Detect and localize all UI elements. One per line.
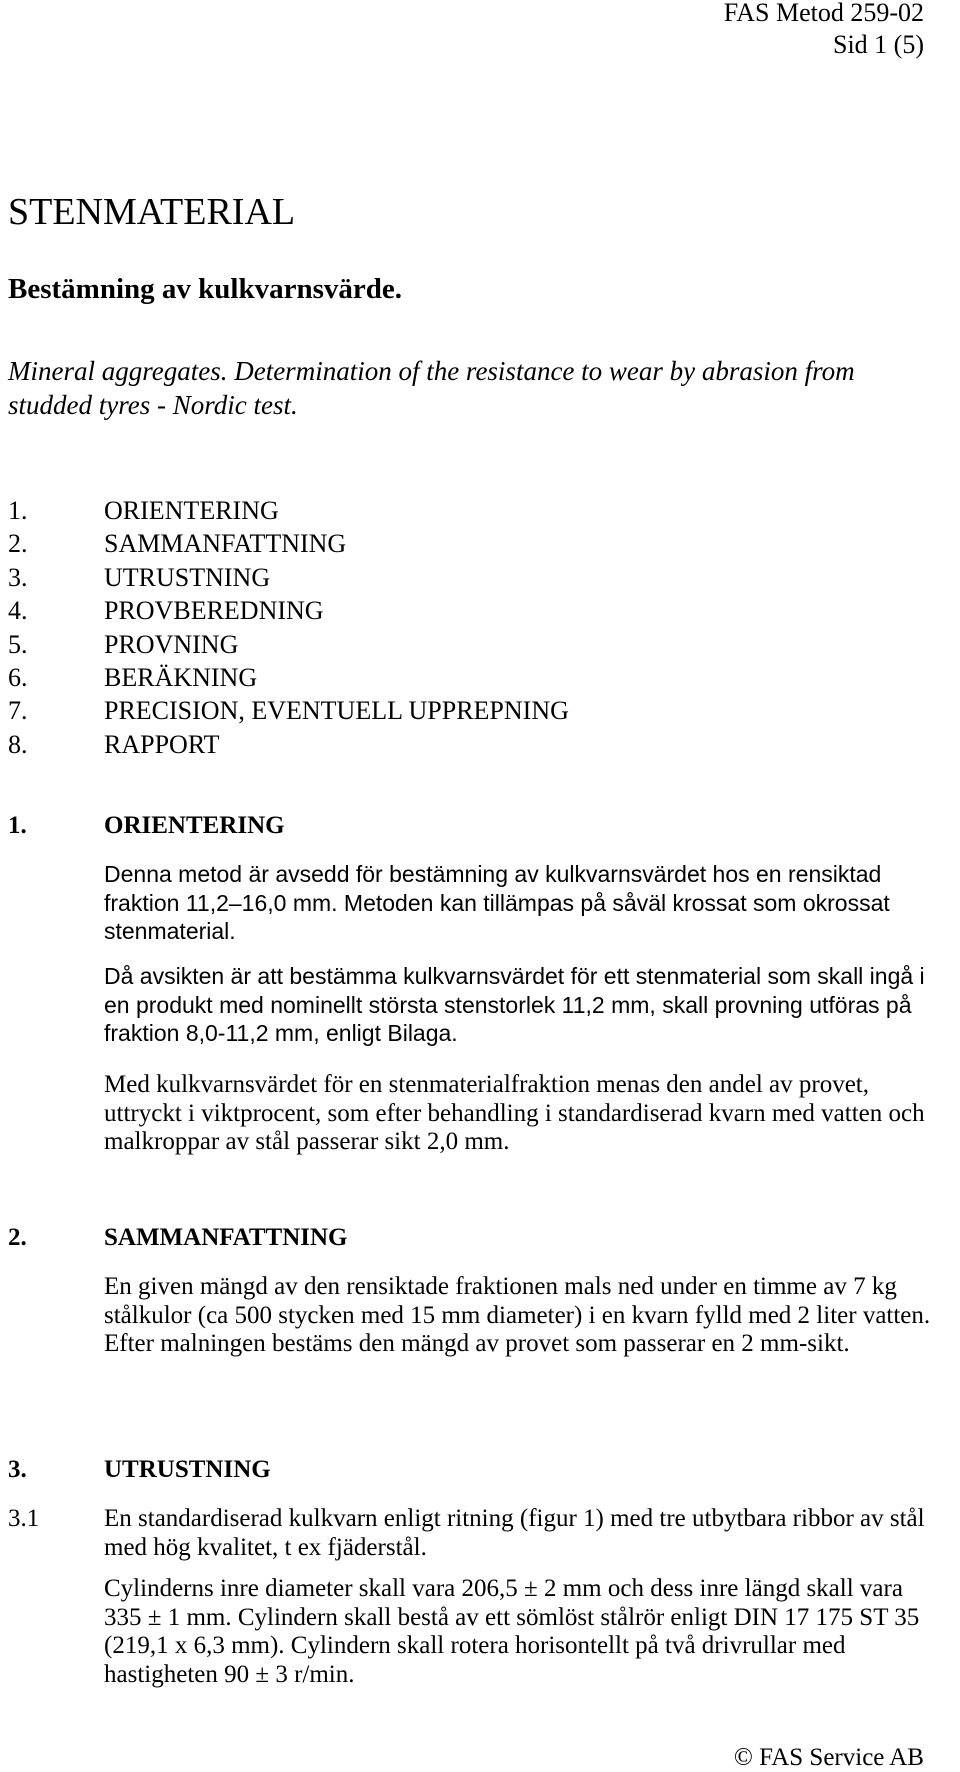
toc-item-number: 6.: [8, 662, 28, 692]
toc-item-number: 8.: [8, 729, 28, 759]
section-number: 1.: [8, 812, 27, 839]
toc-item: [8, 527, 569, 560]
toc-item: [8, 628, 569, 661]
section-heading-orientering: [8, 811, 285, 841]
section-number: 2.: [8, 1224, 27, 1251]
english-title: Mineral aggregates. Determination of the resistance to wear by abrasion from studded tyres - Nordic test.: [8, 356, 855, 420]
toc-item-number: 4.: [8, 596, 28, 626]
toc-item-number: 1.: [8, 496, 28, 525]
toc-item: [8, 594, 569, 627]
orientering-paragraph-1: Denna metod är avsedd för bestämning av kulkvarnsvärdet hos en rensiktad fraktion 11,2–16,0 mm. Metoden kan tillämpas på såväl krossat som okrossat stenmaterial.: [104, 861, 890, 945]
sammanfattning-paragraph: En given mängd av den rensiktade fraktionen mals ned under en timme av 7 kg stålkulor (ca 500 stycken med 15 mm diameter) i en kvarn fylld med 2 liter vatten. Efter malningen bestäms den mängd av provet som passerar en 2 mm-sikt.: [104, 1273, 931, 1357]
toc-item-label: PROVNING: [104, 629, 239, 659]
section-title: SAMMANFATTNING: [104, 1224, 348, 1251]
toc-item: [8, 694, 569, 727]
toc-item-number: 3.: [8, 562, 28, 592]
section-title: UTRUSTNING: [104, 1456, 271, 1483]
toc-item-label: PROVBEREDNING: [104, 596, 324, 626]
toc-item: [8, 728, 569, 761]
toc-item-label: ORIENTERING: [104, 496, 279, 525]
toc-item-number: 7.: [8, 696, 28, 726]
toc-item: [8, 561, 569, 594]
toc-item-label: SAMMANFATTNING: [104, 529, 347, 559]
toc-item-label: PRECISION, EVENTUELL UPPREPNING: [104, 696, 569, 726]
toc-item-label: BERÄKNING: [104, 662, 258, 692]
copyright-footer: © FAS Service AB: [733, 1744, 924, 1771]
section-title: ORIENTERING: [104, 812, 285, 839]
toc-item: [8, 494, 569, 527]
toc-item-label: UTRUSTNING: [104, 562, 271, 592]
document-id: FAS Metod 259-02: [723, 0, 924, 27]
orientering-paragraph-3: Med kulkvarnsvärdet för en stenmaterialfraktion menas den andel av provet, uttryckt i viktprocent, som efter behandling i standardiserad kvarn med vatten och malkroppar av stål passerar sikt 2,0 mm.: [104, 1071, 925, 1155]
toc-item-number: 2.: [8, 529, 28, 559]
orientering-paragraph-2: Då avsikten är att bestämma kulkvarnsvärdet för ett stenmaterial som skall ingå i en produkt med nominellt största stenstorlek 11,2 mm, skall provning utföras på fraktion 8,0-11,2 mm, enligt Bilaga.: [104, 963, 925, 1047]
toc-item-label: RAPPORT: [104, 729, 220, 759]
toc-item-number: 5.: [8, 629, 28, 659]
page-title: STENMATERIAL: [8, 191, 296, 233]
utrustning-paragraph-1: En standardiserad kulkvarn enligt ritning (figur 1) med tre utbytbara ribbor av stål med hög kvalitet, t ex fjäderstål.: [104, 1505, 925, 1561]
page-number: Sid 1 (5): [833, 30, 924, 59]
subsection-number: 3.1: [8, 1505, 40, 1532]
utrustning-paragraph-2: Cylinderns inre diameter skall vara 206,5 ± 2 mm och dess inre längd skall vara 335 ± 1 mm. Cylindern skall bestå av ett sömlöst stålrör enligt DIN 17 175 ST 35 (219,1 x 6,3 mm). Cylindern skall rotera horisontellt på två drivrullar med hastigheten 90 ± 3 r/min.: [104, 1575, 920, 1688]
toc-item: [8, 661, 569, 694]
page-subtitle: Bestämning av kulkvarnsvärde.: [8, 273, 402, 305]
section-heading-utrustning: [8, 1455, 271, 1485]
table-of-contents: [8, 494, 569, 761]
section-heading-sammanfattning: [8, 1223, 348, 1253]
section-number: 3.: [8, 1456, 27, 1483]
